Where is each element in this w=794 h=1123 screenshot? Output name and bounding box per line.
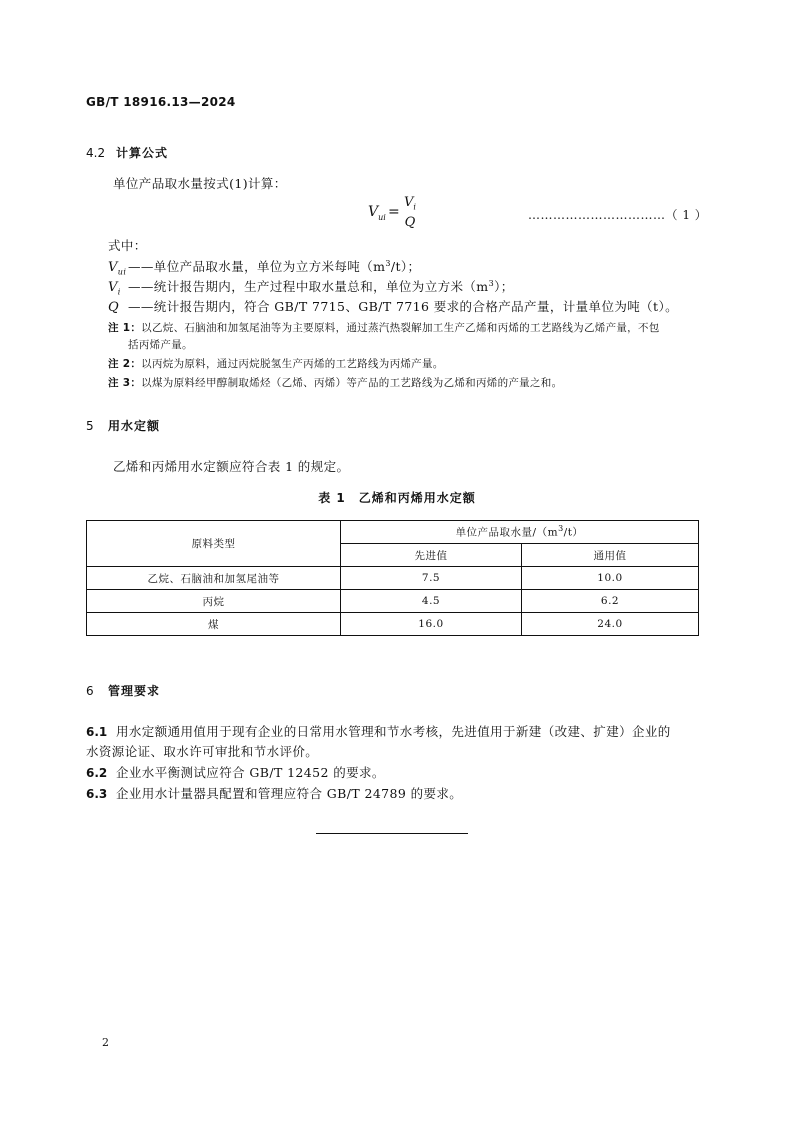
cell-material: 乙烷、石脑油和加氢尾油等 <box>87 567 341 590</box>
table-row <box>87 590 699 613</box>
formula-equals: = <box>388 204 400 220</box>
note-tag: 注 3： <box>108 377 142 389</box>
cell-advanced: 4.5 <box>341 590 522 613</box>
note-2: 注 2：以丙烷为原料，通过丙烷脱氢生产丙烯的工艺路线为丙烯产量。 <box>108 358 444 370</box>
definition-q: Q ——统计报告期内，符合 GB/T 7715、GB/T 7716 要求的合格产品产量，计量单位为吨（t）。 <box>108 299 679 315</box>
standard-code: GB/T 18916.13—2024 <box>86 95 236 109</box>
definition-symbol: $V_i$ <box>108 280 121 297</box>
section-5-heading <box>86 417 160 434</box>
clause-6-1: 6.1 用水定额通用值用于现有企业的日常用水管理和节水考核，先进值用于新建（改建、扩建）企业的 <box>86 724 671 739</box>
formula-fraction <box>401 195 419 230</box>
clause-6-3: 6.3 企业用水计量器具配置和管理应符合 GB/T 24789 的要求。 <box>86 786 463 801</box>
section-4-2-heading <box>86 144 168 161</box>
clause-6-1-continuation: 水资源论证、取水许可审批和节水评价。 <box>86 744 319 759</box>
where-label: 式中： <box>108 238 147 253</box>
note-3: 注 3：以煤为原料经甲醇制取烯烃（乙烯、丙烯）等产品的工艺路线为乙烯和丙烯的产量之和。 <box>108 377 563 389</box>
section-6-heading <box>86 682 160 699</box>
section-title: 用水定额 <box>108 419 161 433</box>
water-quota-table <box>86 520 699 636</box>
section-number: 5 <box>86 419 94 433</box>
note-tag: 注 2： <box>108 358 142 370</box>
clause-6-2: 6.2 企业水平衡测试应符合 GB/T 12452 的要求。 <box>86 765 385 780</box>
cell-general: 24.0 <box>522 613 699 636</box>
definition-vui: $V_{ui}$ ——单位产品取水量，单位为立方米每吨$(m^3/t)$； <box>108 258 421 277</box>
formula-lhs: $V_{ui}$ <box>368 204 386 222</box>
cell-advanced: 16.0 <box>341 613 522 636</box>
definition-symbol: $V_{ui}$ <box>108 260 127 277</box>
table-row <box>87 613 699 636</box>
header-general: 通用值 <box>522 544 699 567</box>
page-number: 2 <box>102 1036 109 1049</box>
note-1: 注 1：以乙烷、石脑油和加氢尾油等为主要原料，通过蒸汽热裂解加工生产乙烯和丙烯的工艺路线为乙烯产量，不包 <box>108 322 660 334</box>
clause-number: 6.3 <box>86 787 108 801</box>
table-row <box>87 567 699 590</box>
section-title: 管理要求 <box>108 684 161 698</box>
formula-number: ……………………………（ 1 ） <box>528 208 708 222</box>
header-water-intake: 单位产品取水量$/(m^3/t)$ <box>341 521 699 544</box>
formula-denominator: Q <box>404 214 416 230</box>
section-number: 4.2 <box>86 146 106 160</box>
formula-intro: 单位产品取水量按式(1)计算： <box>113 176 287 191</box>
header-material: 原料类型 <box>87 521 341 567</box>
cell-general: 6.2 <box>522 590 699 613</box>
section-number: 6 <box>86 684 94 698</box>
formula-numerator: $V_i$ <box>404 195 416 212</box>
definition-symbol: Q <box>108 300 120 315</box>
cell-material: 煤 <box>87 613 341 636</box>
note-tag: 注 1： <box>108 322 142 334</box>
clause-number: 6.2 <box>86 766 108 780</box>
cell-general: 10.0 <box>522 567 699 590</box>
cell-advanced: 7.5 <box>341 567 522 590</box>
section-title: 计算公式 <box>116 146 169 160</box>
header-advanced: 先进值 <box>341 544 522 567</box>
note-1-continuation: 括丙烯产量。 <box>128 339 193 351</box>
end-rule <box>316 833 468 834</box>
section-5-intro: 乙烯和丙烯用水定额应符合表 1 的规定。 <box>113 459 350 474</box>
table-header-row <box>87 521 699 544</box>
definition-vi: $V_i$ ——统计报告期内，生产过程中取水量总和，单位为立方米$(m^3)$； <box>108 278 514 297</box>
table-caption: 表 1 乙烯和丙烯用水定额 <box>318 491 476 505</box>
clause-number: 6.1 <box>86 725 108 739</box>
cell-material: 丙烷 <box>87 590 341 613</box>
